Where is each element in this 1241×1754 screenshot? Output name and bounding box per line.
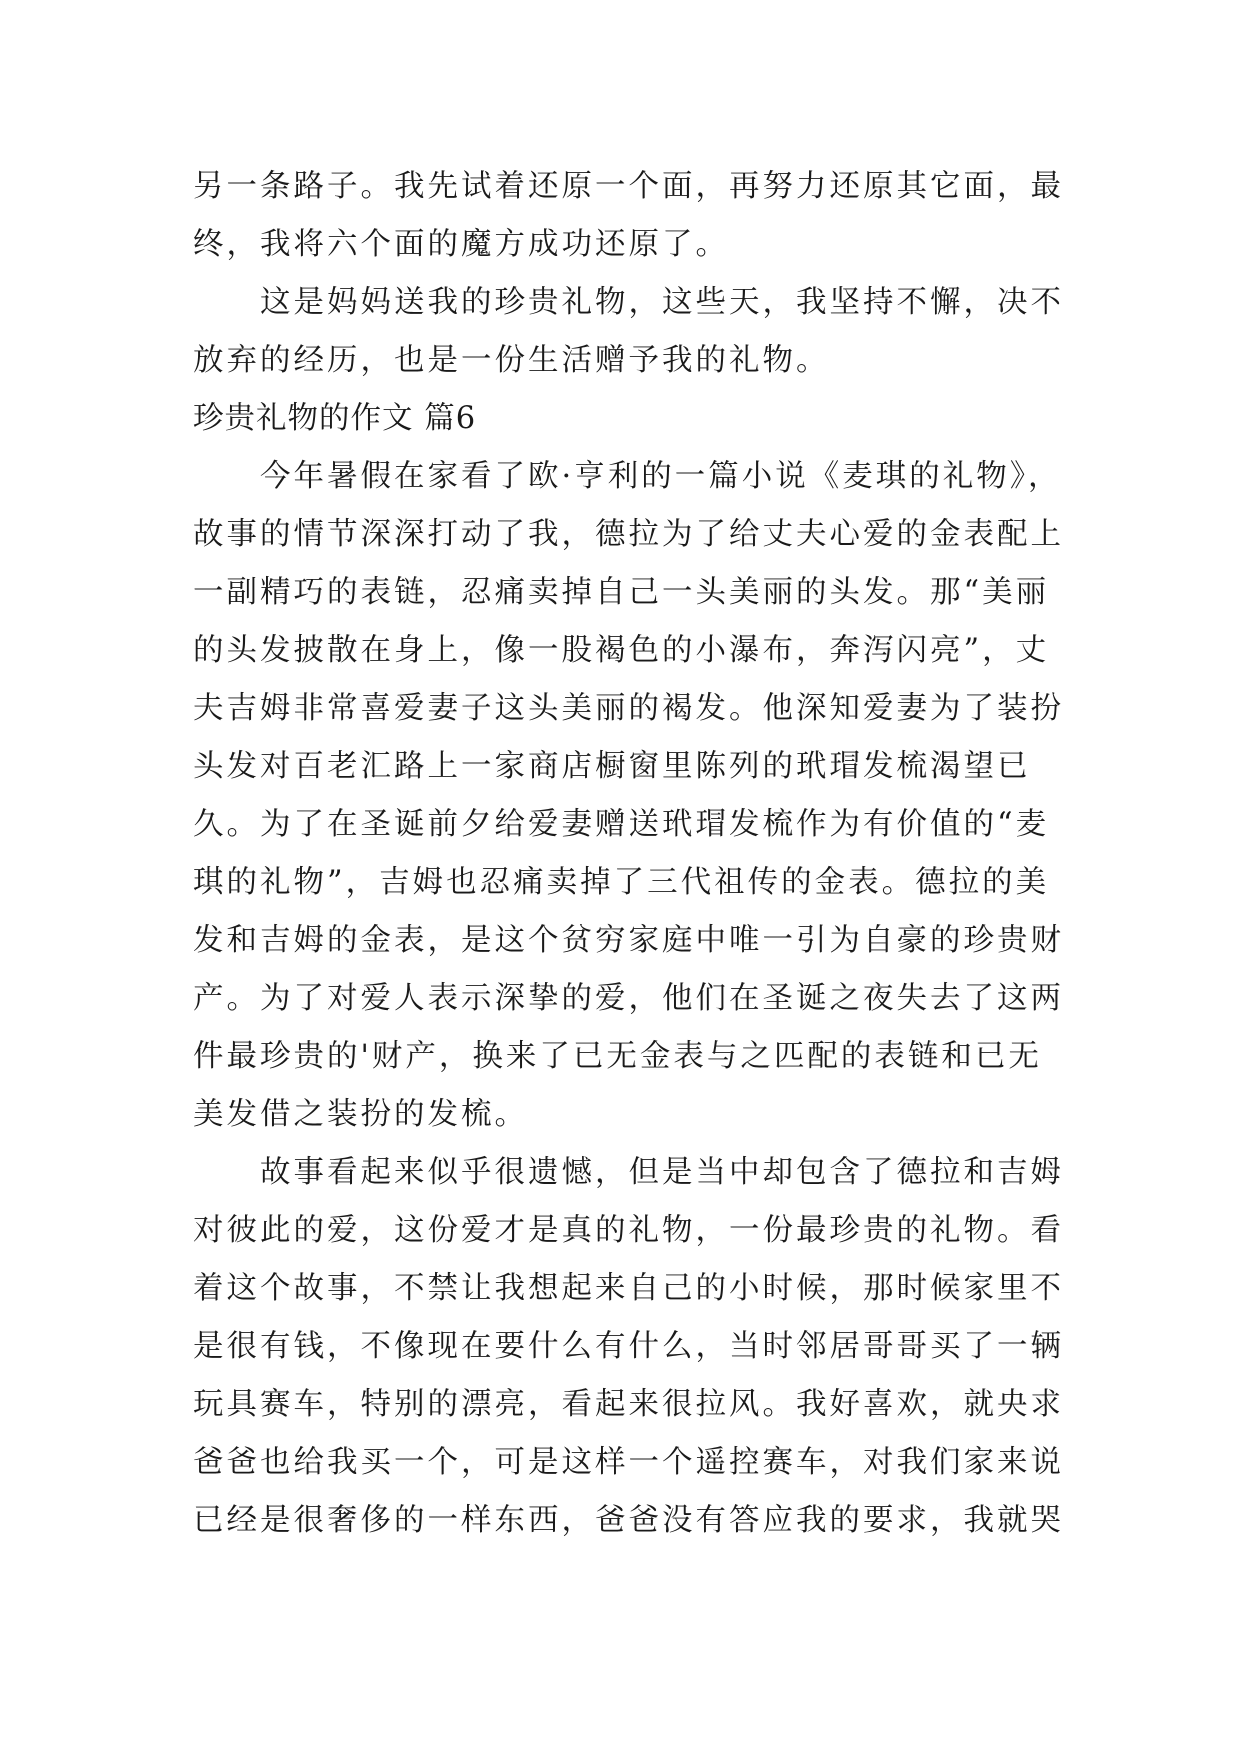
document-body: [193, 158, 1064, 1550]
text-line: 久。为了在圣诞前夕给爱妻赠送玳瑁发梳作为有价值的“麦: [193, 807, 1050, 842]
text-line: 着这个故事，不禁让我想起来自己的小时候，那时候家里不: [193, 1271, 1064, 1306]
text-line: 一副精巧的表链，忍痛卖掉自己一头美丽的头发。那“美丽: [193, 575, 1050, 610]
text-line: 这是妈妈送我的珍贵礼物，这些天，我坚持不懈，决不: [193, 285, 1064, 320]
text-line: 对彼此的爱，这份爱才是真的礼物，一份最珍贵的礼物。看: [193, 1213, 1064, 1248]
text-line: 夫吉姆非常喜爱妻子这头美丽的褐发。他深知爱妻为了装扮: [193, 691, 1064, 726]
text-line: 玩具赛车，特别的漂亮，看起来很拉风。我好喜欢，就央求: [193, 1387, 1064, 1422]
text-line: 是很有钱，不像现在要什么有什么，当时邻居哥哥买了一辆: [193, 1329, 1064, 1364]
text-line: 件最珍贵的'财产，换来了已无金表与之匹配的表链和已无: [193, 1039, 1042, 1074]
text-line: 另一条路子。我先试着还原一个面，再努力还原其它面，最: [193, 169, 1064, 204]
text-line: 发和吉姆的金表，是这个贫穷家庭中唯一引为自豪的珍贵财: [193, 923, 1064, 958]
text-line: 已经是很奢侈的一样东西，爸爸没有答应我的要求，我就哭: [193, 1503, 1064, 1538]
text-line: 产。为了对爱人表示深挚的爱，他们在圣诞之夜失去了这两: [193, 981, 1064, 1016]
section-heading: 珍贵礼物的作文 篇6: [193, 401, 477, 436]
text-line: 美发借之装扮的发梳。: [193, 1097, 528, 1132]
text-line: 头发对百老汇路上一家商店橱窗里陈列的玳瑁发梳渴望已: [193, 749, 1031, 784]
text-line: 今年暑假在家看了欧·亨利的一篇小说《麦琪的礼物》，: [193, 459, 1062, 494]
text-line: 放弃的经历，也是一份生活赠予我的礼物。: [193, 343, 830, 378]
text-line: 终，我将六个面的魔方成功还原了。: [193, 227, 729, 262]
text-line: 的头发披散在身上，像一股褐色的小瀑布，奔泻闪亮”，丈: [193, 633, 1050, 668]
text-line: 琪的礼物”，吉姆也忍痛卖掉了三代祖传的金表。德拉的美: [193, 865, 1050, 900]
text-line: 故事看起来似乎很遗憾，但是当中却包含了德拉和吉姆: [193, 1155, 1064, 1190]
text-line: 故事的情节深深打动了我，德拉为了给丈夫心爱的金表配上: [193, 517, 1064, 552]
text-line: 爸爸也给我买一个，可是这样一个遥控赛车，对我们家来说: [193, 1445, 1064, 1480]
